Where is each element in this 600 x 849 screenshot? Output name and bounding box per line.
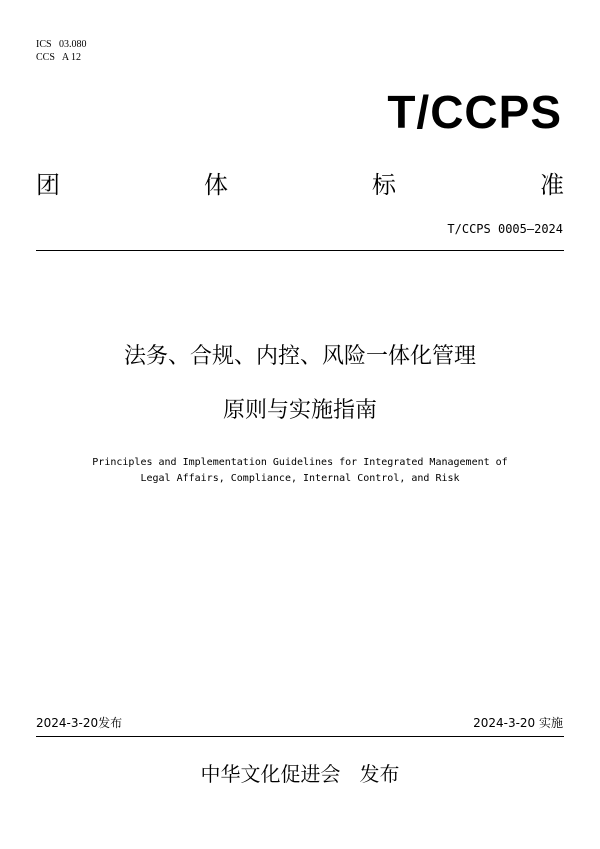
publisher: 中华文化促进会 发布 [200, 762, 400, 786]
english-title-line-2: Legal Affairs, Compliance, Internal Control, and Risk [140, 473, 460, 484]
english-title-line-1: Principles and Implementation Guidelines for Integrated Management of [92, 457, 508, 468]
standard-type-char: 准 [540, 171, 564, 199]
chinese-title-line-1: 法务、合规、内控、风险一体化管理 [123, 344, 476, 369]
chinese-title-line-2: 原则与实施指南 [222, 398, 377, 423]
top-divider [36, 250, 564, 251]
bottom-divider [36, 736, 564, 737]
issue-date: 2024-3-20发布 [36, 716, 123, 730]
ccs-code: CCS A 12 [36, 52, 82, 63]
ics-code: ICS 03.080 [36, 39, 87, 50]
standard-type-char: 标 [372, 171, 396, 199]
standard-type-heading [36, 169, 564, 201]
standard-number: T/CCPS 0005—2024 [447, 222, 563, 236]
standard-type-char: 团 [36, 171, 60, 199]
standard-type-char: 体 [204, 171, 228, 199]
implementation-date: 2024-3-20 实施 [473, 716, 563, 730]
organization-code-logo: T/CCPS [387, 86, 562, 138]
